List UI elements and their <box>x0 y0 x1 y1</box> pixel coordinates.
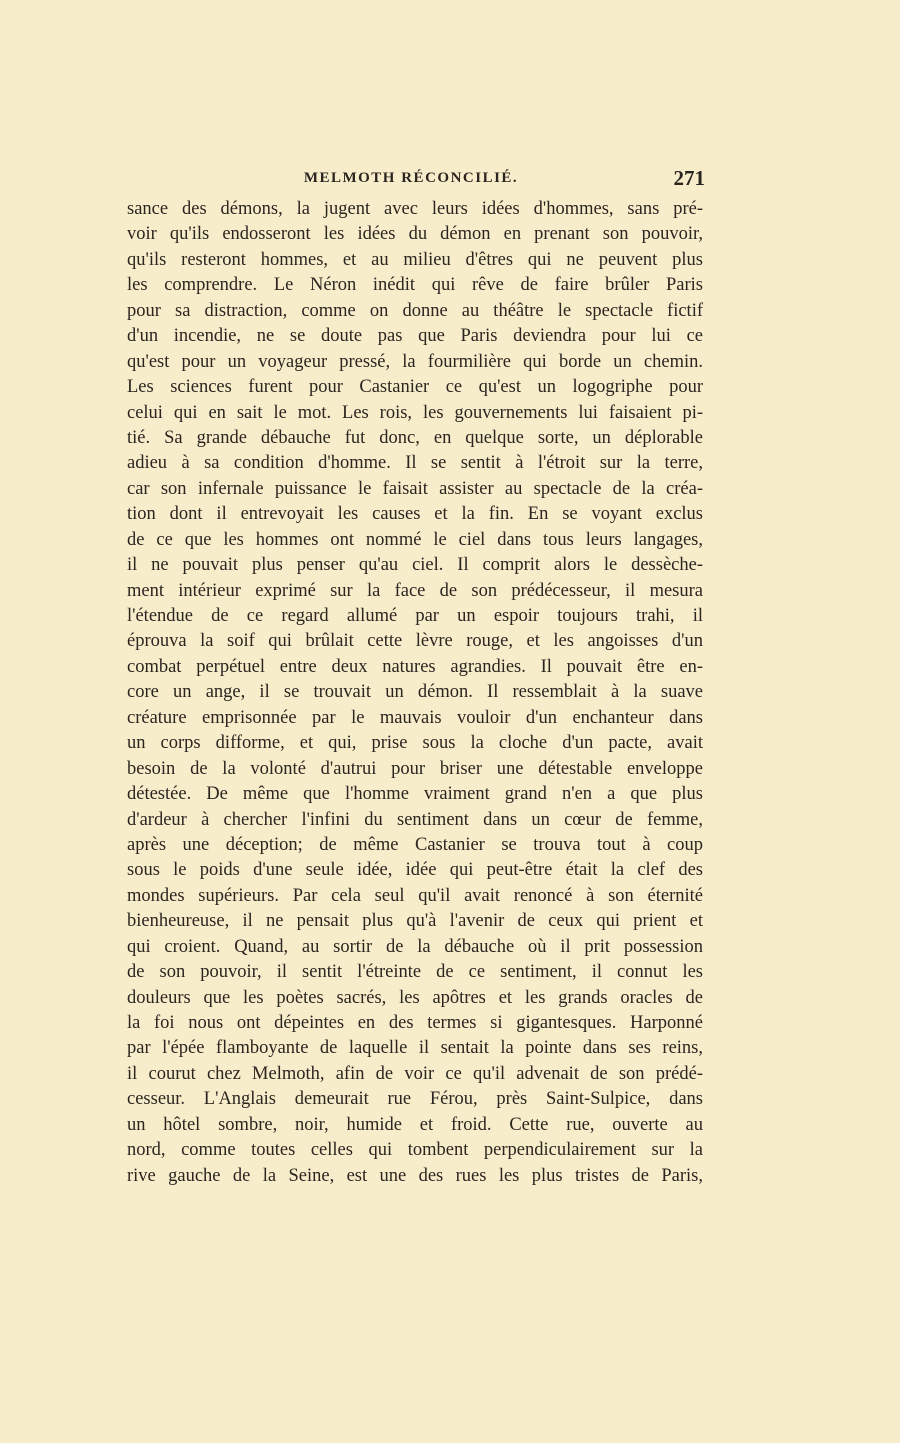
body-text <box>127 197 703 1189</box>
text-line: sous le poids d'une seule idée, idée qui peut-être était la clef des <box>127 860 703 881</box>
text-line: ment intérieur exprimé sur la face de son prédécesseur, il mesura <box>127 580 703 601</box>
text-line: d'un incendie, ne se doute pas que Paris deviendra pour lui ce <box>127 326 703 347</box>
text-line: qui croient. Quand, au sortir de la débauche où il prit possession <box>127 936 703 957</box>
text-line: de ce que les hommes ont nommé le ciel dans tous leurs langages, <box>127 529 703 550</box>
text-line: détestée. De même que l'homme vraiment grand n'en a que plus <box>127 784 703 805</box>
text-line: rive gauche de la Seine, est une des rues les plus tristes de Paris, <box>127 1165 703 1186</box>
text-line: il ne pouvait plus penser qu'au ciel. Il comprit alors le dessèche- <box>127 555 703 576</box>
text-line: car son infernale puissance le faisait assister au spectacle de la créa- <box>127 478 703 499</box>
text-line: voir qu'ils endosseront les idées du démon en prenant son pouvoir, <box>127 224 703 245</box>
text-line: par l'épée flamboyante de laquelle il sentait la pointe dans ses reins, <box>127 1038 703 1059</box>
text-line: qu'ils resteront hommes, et au milieu d'êtres qui ne peuvent plus <box>127 249 703 270</box>
text-line: sance des démons, la jugent avec leurs idées d'hommes, sans pré- <box>127 199 703 219</box>
text-line: qu'est pour un voyageur pressé, la fourmilière qui borde un chemin. <box>127 351 703 372</box>
text-line: cesseur. L'Anglais demeurait rue Férou, près Saint-Sulpice, dans <box>127 1089 703 1110</box>
text-line: créature emprisonnée par le mauvais vouloir d'un enchanteur dans <box>127 707 703 728</box>
text-line: les comprendre. Le Néron inédit qui rêve de faire brûler Paris <box>127 275 703 296</box>
text-line: la foi nous ont dépeintes en des termes si gigantesques. Harponné <box>127 1013 703 1033</box>
text-line: tion dont il entrevoyait les causes et la fin. En se voyant exclus <box>127 504 703 525</box>
text-line: combat perpétuel entre deux natures agrandies. Il pouvait être en- <box>127 656 703 677</box>
text-line: bienheureuse, il ne pensait plus qu'à l'avenir de ceux qui prient et <box>127 911 703 932</box>
text-line: celui qui en sait le mot. Les rois, les gouvernements lui faisaient pi- <box>127 402 703 423</box>
text-line: après une déception; de même Castanier se trouva tout à coup <box>127 834 703 855</box>
text-line: nord, comme toutes celles qui tombent perpendiculairement sur la <box>127 1140 703 1161</box>
running-header <box>127 166 705 194</box>
text-line: tié. Sa grande débauche fut donc, en quelque sorte, un déplorable <box>127 427 703 448</box>
text-line: d'ardeur à chercher l'infini du sentiment dans un cœur de femme, <box>127 809 703 830</box>
text-line: core un ange, il se trouvait un démon. Il ressemblait à la suave <box>127 682 703 703</box>
text-line: besoin de la volonté d'autrui pour briser une détestable enveloppe <box>127 758 703 779</box>
text-line: un corps difforme, et qui, prise sous la cloche d'un pacte, avait <box>127 733 703 754</box>
page-number: 271 <box>673 166 705 190</box>
text-line: douleurs que les poètes sacrés, les apôtres et les grands oracles de <box>127 987 703 1008</box>
text-line: il courut chez Melmoth, afin de voir ce qu'il advenait de son prédé- <box>127 1063 703 1084</box>
text-line: mondes supérieurs. Par cela seul qu'il avait renoncé à son éternité <box>127 885 703 906</box>
running-title: MELMOTH RÉCONCILIÉ. <box>303 170 519 186</box>
text-line: pour sa distraction, comme on donne au théâtre le spectacle fictif <box>127 300 703 321</box>
text-line: éprouva la soif qui brûlait cette lèvre rouge, et les angoisses d'un <box>127 631 703 652</box>
text-line: Les sciences furent pour Castanier ce qu'est un logogriphe pour <box>127 377 703 398</box>
text-line: adieu à sa condition d'homme. Il se sentit à l'étroit sur la terre, <box>127 453 703 474</box>
text-line: de son pouvoir, il sentit l'étreinte de ce sentiment, il connut les <box>127 962 703 983</box>
text-line: un hôtel sombre, noir, humide et froid. Cette rue, ouverte au <box>127 1114 703 1135</box>
text-line: l'étendue de ce regard allumé par un espoir toujours trahi, il <box>127 606 703 626</box>
